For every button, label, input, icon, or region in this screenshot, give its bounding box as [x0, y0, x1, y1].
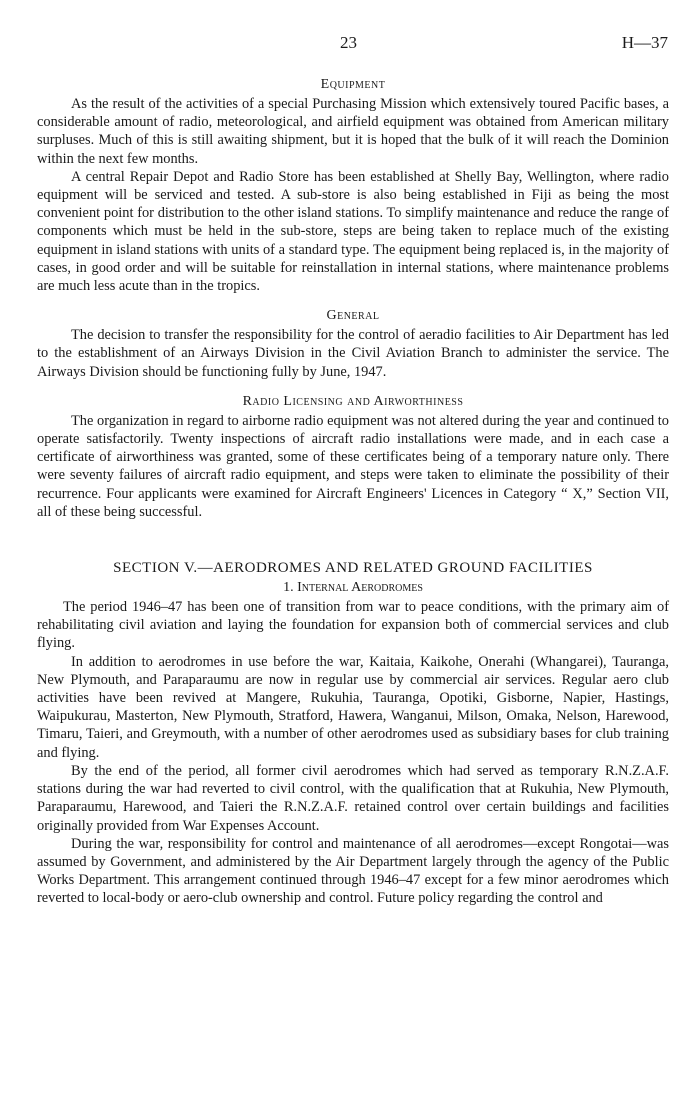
- document-code: H—37: [621, 33, 668, 52]
- general-paragraph-1: The decision to transfer the responsibility for the control of aeradio facilities to Air Department has led to the establishment of an Airways Division in the Civil Aviation Branch to administer the service. The Airways Division should be functioning fully by June, 1947.: [37, 327, 669, 380]
- aerodromes-paragraph-2: In addition to aerodromes in use before the war, Kaitaia, Kaikohe, Onerahi (Whangarei), Tauranga, New Plymouth, and Paraparaumu are now in regular use by commercial air services. Regular aero club activities have been revived at Mangere, Rukuhia, Tauranga, Opotiki, Gisborne, Napier, Hastings, Waipukurau, Masterton, New Plymouth, Stratford, Hawera, Wanganui, Milson, Omaka, Nelson, Harewood, Timaru, Taieri, and Greymouth, with a number of other aerodromes used as subsidiary bases for club training and flying.: [37, 653, 669, 761]
- subheading-number: 1.: [283, 580, 294, 596]
- internal-aerodromes-heading: [37, 579, 669, 596]
- equipment-heading: Equipment: [320, 77, 386, 92]
- general-heading: General: [326, 308, 380, 324]
- radio-licensing-heading: Radio Licensing and Airworthiness: [242, 393, 464, 409]
- page-header: [0, 33, 700, 55]
- radio-licensing-paragraph-1: The organization in regard to airborne radio equipment was not altered during the year and continued to operate satisfactorily. Twenty inspections of aircraft radio installations were made, and in each case a certificate of airworthiness was granted, some of these certificates being of a temporary nature only. There were seventy failures of aircraft radio equipment, and steps were taken to eliminate the possibility of their recurrence. Four applicants were examined for Aircraft Engineers' Licences in Category “ X,” Section VII, all of these being successful.: [37, 412, 669, 520]
- aerodromes-paragraph-3: By the end of the period, all former civil aerodromes which had served as temporary R.N.Z.A.F. stations during the war had reverted to civil control, with the qualification that at Rukuhia, New Plymouth, Paraparaumu, Harewood, and Taieri the R.N.Z.A.F. retained control over certain buildings and facilities originally provided from War Expenses Account.: [37, 762, 669, 834]
- body-text: [37, 76, 669, 908]
- aerodromes-paragraph-1: The period 1946–47 has been one of transition from war to peace conditions, with the primary aim of rehabilitating civil aviation and laying the foundation for expansion both of commercial services and club flying.: [37, 599, 669, 652]
- aerodromes-paragraph-4: During the war, responsibility for control and maintenance of all aerodromes—except Rongotai—was assumed by Government, and administered by the Air Department largely through the agency of the Public Works Department. This arrangement continued through 1946–47 except for a few minor aerodromes which reverted to local-body or aero-club ownership and control. Future policy regarding the control and: [37, 835, 669, 907]
- equipment-paragraph-2: A central Repair Depot and Radio Store has been established at Shelly Bay, Wellington, where radio equipment will be serviced and tested. A sub-store is also being established in Fiji as being the most convenient point for distribution to the other island stations. To simplify maintenance and reduce the range of components which must be held in the sub-store, steps are being taken to replace much of the existing equipment in island stations with units of a standard type. The equipment being replaced is, in the majority of cases, in good order and will be suitable for reinstallation in internal stations, where maintenance problems are much less acute than in the tropics.: [37, 168, 669, 295]
- page-number: 23: [340, 33, 357, 52]
- subheading-text: Internal Aerodromes: [297, 580, 423, 596]
- section-v-title: SECTION V.—AERODROMES AND RELATED GROUND FACILITIES: [113, 560, 593, 577]
- equipment-paragraph-1: As the result of the activities of a special Purchasing Mission which extensively toured Pacific bases, a considerable amount of radio, meteorological, and airfield equipment was obtained from American military surpluses. Much of this is still awaiting shipment, but it is hoped that the bulk of it will reach the Dominion within the next few months.: [37, 96, 669, 167]
